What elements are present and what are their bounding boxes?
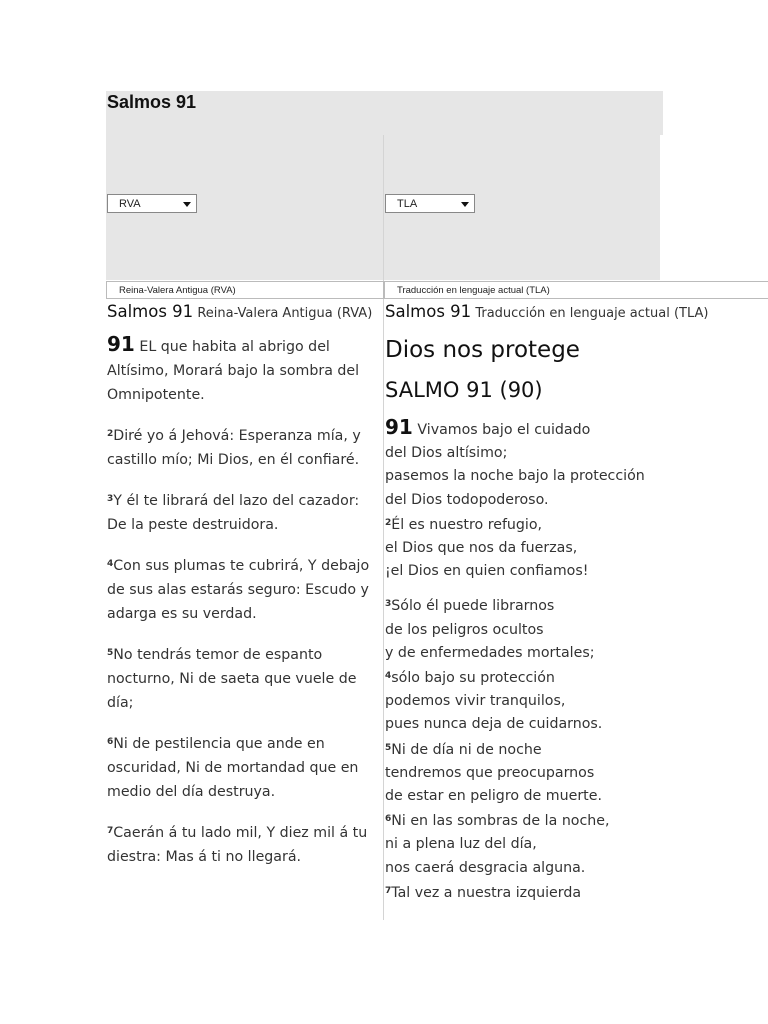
verse-text: Diré yo á Jehová: Esperanza mía, y castillo mío; Mi Dios, en él confiaré. bbox=[107, 428, 361, 468]
verse-line bbox=[385, 642, 768, 665]
page-header bbox=[106, 91, 663, 135]
verse-number: 3 bbox=[385, 599, 392, 610]
verse bbox=[107, 819, 379, 869]
verse-number: 91 bbox=[385, 415, 413, 439]
verse-number: 3 bbox=[107, 494, 114, 504]
verse-text: ni a plena luz del día, bbox=[385, 836, 537, 853]
verse-text: del Dios todopoderoso. bbox=[385, 491, 549, 508]
verse-line bbox=[385, 713, 768, 736]
right-version-select[interactable] bbox=[385, 194, 475, 213]
verse-text: pues nunca deja de cuidarnos. bbox=[385, 716, 603, 733]
left-verse-list bbox=[107, 332, 379, 869]
verse bbox=[107, 422, 379, 472]
verse-text: Sólo él puede librarnos bbox=[391, 598, 555, 615]
verse-line bbox=[385, 785, 768, 808]
left-column bbox=[107, 303, 379, 884]
verse-text: Ni en las sombras de la noche, bbox=[391, 813, 610, 830]
left-passage-header bbox=[107, 303, 379, 323]
right-version-select-value: TLA bbox=[397, 198, 418, 210]
left-passage-version: Reina-Valera Antigua (RVA) bbox=[197, 306, 373, 321]
verse-line bbox=[385, 489, 768, 512]
verse-line bbox=[385, 537, 768, 560]
verse-text: del Dios altísimo; bbox=[385, 445, 508, 462]
page-title: Salmos 91 bbox=[107, 92, 197, 112]
verse-line bbox=[385, 560, 768, 583]
stanza bbox=[385, 416, 768, 583]
verse-text: tendremos que preocuparnos bbox=[385, 764, 595, 781]
verse-text: ¡el Dios en quien confiamos! bbox=[385, 563, 589, 580]
column-divider bbox=[383, 135, 384, 920]
verse-text: Con sus plumas te cubrirá, Y debajo de sus alas estarás seguro: Escudo y adarga es su verdad. bbox=[107, 558, 370, 622]
right-version-name: Traducción en lenguaje actual (TLA) bbox=[397, 285, 550, 296]
right-passage-version: Traducción en lenguaje actual (TLA) bbox=[475, 306, 709, 321]
verse-text: Ni de día ni de noche bbox=[391, 741, 542, 758]
verse-line bbox=[385, 442, 768, 465]
verse-text: Ni de pestilencia que ande en oscuridad, Ni de mortandad que en medio del día destruya. bbox=[107, 736, 359, 800]
verse-text: Y él te librará del lazo del cazador: De la peste destruidora. bbox=[107, 493, 360, 533]
verse-number: 5 bbox=[385, 742, 392, 753]
verse-number: 6 bbox=[385, 814, 392, 825]
right-verse-list bbox=[385, 416, 768, 905]
verse-text: podemos vivir tranquilos, bbox=[385, 693, 566, 710]
verse bbox=[107, 641, 379, 715]
verse-line bbox=[385, 465, 768, 488]
verse-text: No tendrás temor de espanto nocturno, Ni de saeta que vuele de día; bbox=[107, 647, 357, 711]
chevron-down-icon bbox=[183, 202, 191, 207]
verse-line bbox=[385, 880, 768, 905]
verse-text: nos caerá desgracia alguna. bbox=[385, 859, 586, 876]
left-version-select-value: RVA bbox=[119, 198, 141, 210]
verse bbox=[107, 332, 379, 407]
verse-text: Él es nuestro refugio, bbox=[391, 516, 543, 533]
verse-number: 4 bbox=[107, 559, 114, 569]
verse-number: 7 bbox=[107, 826, 114, 836]
left-version-name: Reina-Valera Antigua (RVA) bbox=[119, 285, 236, 296]
chevron-down-icon bbox=[461, 202, 469, 207]
verse-text: EL que habita al abrigo del Altísimo, Morará bajo la sombra del Omnipotente. bbox=[107, 339, 360, 403]
stanza bbox=[385, 593, 768, 905]
verse-number: 5 bbox=[107, 648, 114, 658]
verse-number: 4 bbox=[385, 671, 392, 682]
verse bbox=[107, 730, 379, 804]
right-version-name-bar bbox=[384, 281, 768, 299]
right-column bbox=[385, 303, 768, 915]
verse-text: sólo bajo su protección bbox=[391, 670, 555, 687]
verse-text: de estar en peligro de muerte. bbox=[385, 788, 602, 805]
verse-line bbox=[385, 737, 768, 762]
verse-line bbox=[385, 593, 768, 618]
verse-text: de los peligros ocultos bbox=[385, 621, 544, 638]
verse-number: 91 bbox=[107, 332, 135, 356]
verse-text: y de enfermedades mortales; bbox=[385, 644, 595, 661]
section-title: Dios nos protege bbox=[385, 337, 580, 363]
right-passage-ref: Salmos 91 bbox=[385, 302, 472, 321]
left-passage-ref: Salmos 91 bbox=[107, 302, 194, 321]
verse-line bbox=[385, 690, 768, 713]
right-passage-header bbox=[385, 303, 768, 323]
verse-line bbox=[385, 416, 768, 442]
verse bbox=[107, 487, 379, 537]
verse-text: Vivamos bajo el cuidado bbox=[412, 422, 591, 438]
verse-line bbox=[385, 857, 768, 880]
verse bbox=[107, 552, 379, 626]
left-version-select[interactable] bbox=[107, 194, 197, 213]
verse-text: Caerán á tu lado mil, Y diez mil á tu diestra: Mas á ti no llegará. bbox=[107, 825, 368, 865]
left-version-name-bar bbox=[106, 281, 384, 299]
verse-line bbox=[385, 512, 768, 537]
verse-number: 2 bbox=[107, 429, 114, 439]
verse-line bbox=[385, 665, 768, 690]
verse-line bbox=[385, 833, 768, 856]
verse-number: 2 bbox=[385, 517, 392, 528]
verse-text: el Dios que nos da fuerzas, bbox=[385, 540, 578, 557]
verse-number: 6 bbox=[107, 737, 114, 747]
verse-line bbox=[385, 762, 768, 785]
verse-text: pasemos la noche bajo la protección bbox=[385, 468, 645, 485]
verse-text: Tal vez a nuestra izquierda bbox=[391, 884, 582, 901]
psalm-title: SALMO 91 (90) bbox=[385, 378, 543, 402]
verse-line bbox=[385, 808, 768, 833]
verse-number: 7 bbox=[385, 885, 392, 896]
verse-line bbox=[385, 619, 768, 642]
